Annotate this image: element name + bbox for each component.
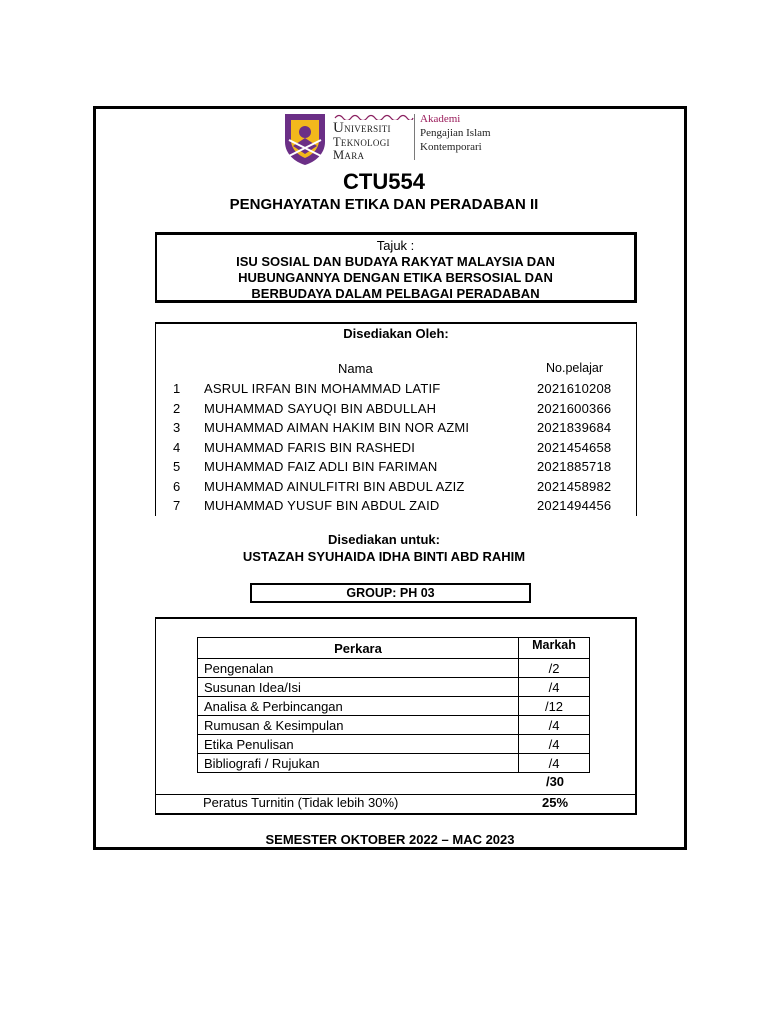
table-row [198,735,590,754]
member-row [156,479,636,499]
mark-item: Analisa & Perbincangan [198,697,519,716]
member-number: 2 [173,400,181,416]
member-name: ASRUL IRFAN BIN MOHAMMAD LATIF [204,381,441,396]
member-id: 2021494456 [537,498,612,513]
column-header-name: Nama [338,361,373,376]
member-row [156,420,636,440]
lecturer-name: USTAZAH SYUHAIDA IDHA BINTI ABD RAHIM [242,549,526,564]
header-perkara: Perkara [198,638,519,659]
mark-item: Pengenalan [198,659,519,678]
member-number: 5 [173,459,181,474]
group-label: GROUP: PH 03 [250,583,531,603]
total-marks: /30 [545,774,565,789]
member-number: 3 [173,420,181,435]
turnitin-value: 25% [541,795,569,810]
mark-value: /4 [519,754,590,773]
member-number: 7 [173,498,181,513]
mark-value: /4 [519,678,590,697]
tajuk-label: Tajuk : [376,238,415,253]
tajuk-line-2: HUBUNGANNYA DENGAN ETIKA BERSOSIAL DAN [238,270,553,285]
akademi-name [420,112,491,154]
semester: SEMESTER OKTOBER 2022 – MAC 2023 [265,832,515,847]
member-name: MUHAMMAD FAIZ ADLI BIN FARIMAN [204,459,438,474]
member-row [156,401,636,421]
member-name: MUHAMMAD SAYUQI BIN ABDULLAH [204,400,437,416]
table-row [198,754,590,773]
member-number: 4 [173,439,181,455]
member-id: 2021839684 [537,420,612,435]
uitm-logo [283,112,513,166]
member-id: 2021600366 [537,400,612,416]
tajuk-line-1: ISU SOSIAL DAN BUDAYA RAKYAT MALAYSIA DAN [236,254,555,269]
course-name: PENGHAYATAN ETIKA DAN PERADABAN II [229,196,539,213]
member-row [156,459,636,479]
turnitin-label: Peratus Turnitin (Tidak lebih 30%) [203,795,399,810]
table-row [198,659,590,678]
akademi-line-2: Kontemporari [420,141,482,153]
member-row [156,440,636,460]
mark-value: /2 [519,659,590,678]
uni-line-2: Teknologi [333,134,390,149]
member-name: MUHAMMAD AIMAN HAKIM BIN NOR AZMI [204,420,470,435]
mark-value: /4 [519,735,590,754]
member-number: 6 [173,478,181,494]
member-name: MUHAMMAD YUSUF BIN ABDUL ZAID [204,498,440,513]
uitm-shield-icon [283,112,327,166]
member-row [156,381,636,401]
akademi-label: Akademi [420,113,461,125]
marks-table [197,637,590,773]
member-id: 2021458982 [537,478,612,494]
member-number: 1 [173,381,181,396]
prepared-by-title: Disediakan Oleh: [343,326,449,341]
prepared-for-label: Disediakan untuk: [328,532,440,547]
tajuk-line-3: BERBUDAYA DALAM PELBAGAI PERADABAN [251,286,540,301]
akademi-line-1: Pengajian Islam [420,127,491,139]
table-row [198,678,590,697]
logo-divider [414,114,415,160]
member-row [156,498,636,518]
arabic-script-icon [333,112,415,120]
uni-line-1: niversiti [344,121,391,135]
mark-value: /12 [519,697,590,716]
mark-item: Rumusan & Kesimpulan [198,716,519,735]
member-id: 2021454658 [537,439,612,455]
member-id: 2021610208 [537,381,612,396]
university-name: Universiti Teknologi Mara [333,120,391,162]
member-id: 2021885718 [537,459,612,474]
tajuk-box [155,232,637,303]
mark-item: Susunan Idea/Isi [198,678,519,697]
course-code: CTU554 [343,169,425,194]
table-row [198,697,590,716]
marks-header-row [198,638,590,659]
uni-line-3: Mara [333,148,365,162]
mark-value: /4 [519,716,590,735]
member-name: MUHAMMAD FARIS BIN RASHEDI [204,439,416,455]
table-row [198,716,590,735]
column-header-id: No.pelajar [546,361,603,375]
header-markah: Markah [519,638,590,659]
mark-item: Bibliografi / Rujukan [198,754,519,773]
prepared-by-box [155,322,637,516]
mark-item: Etika Penulisan [198,735,519,754]
member-name: MUHAMMAD AINULFITRI BIN ABDUL AZIZ [204,478,465,494]
